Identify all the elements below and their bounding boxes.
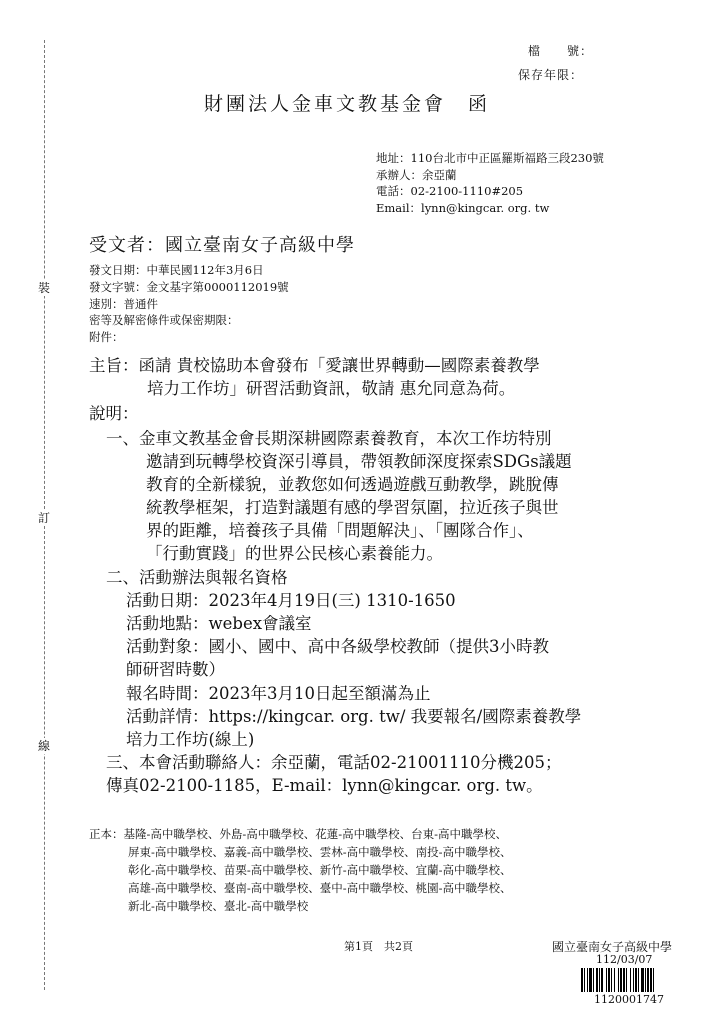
document-title: 財團法人金車文教基金會 函 [204, 93, 491, 115]
fax-email-line: 傳真02-2100-1185，E-mail：lynn@kingcar. org. tw。 [106, 776, 543, 795]
cc-line: 屏東-高中職學校、嘉義-高中職學校、雲林-高中職學校、南投-高中職學校、 [128, 845, 512, 859]
contact-handler: 承辦人：余亞蘭 [376, 167, 457, 182]
activity-details-cont: 培力工作坊(線上) [126, 730, 255, 749]
section2-heading: 二、活動辦法與報名資格 [106, 568, 288, 587]
receive-date: 112/03/07 [596, 953, 653, 966]
document-number: 1120001747 [594, 993, 664, 1006]
activity-date: 活動日期：2023年4月19日(三) 1310-1650 [126, 591, 456, 610]
retention-period-label: 保存年限： [518, 68, 584, 82]
meta-block [89, 262, 289, 346]
binding-mark-zhuang: 裝 [34, 280, 54, 296]
contact-person-line: 三、本會活動聯絡人：余亞蘭，電話02-21001110分機205； [106, 753, 562, 772]
subject-line-2: 培力工作坊」研習活動資訊，敬請 惠允同意為荷。 [147, 379, 516, 398]
barcode [581, 968, 693, 992]
page-number: 第1頁 共2頁 [344, 940, 413, 953]
security-level: 密等及解密條件或保密期限： [89, 313, 239, 328]
issue-number: 發文字號：金文基字第0000112019號 [89, 279, 289, 294]
cc-line: 正本：基隆-高中職學校、外島-高中職學校、花蓮-高中職學校、台東-高中職學校、 [89, 827, 508, 841]
contact-block [376, 150, 604, 216]
activity-audience: 活動對象：國小、國中、高中各級學校教師（提供3小時教 [126, 637, 549, 656]
activity-location: 活動地點：webex會議室 [126, 614, 312, 633]
section1-line: 教育的全新樣貌，並教您如何透過遊戲互動教學，跳脫傳 [146, 475, 559, 494]
section1-line: 「行動實踐」的世界公民核心素養能力。 [146, 544, 443, 563]
activity-audience-cont: 師研習時數） [126, 660, 225, 679]
activity-details: 活動詳情：https://kingcar. org. tw/ 我要報名/國際素養教學 [126, 707, 582, 726]
contact-email: Email：lynn@kingcar. org. tw [376, 200, 550, 215]
urgency: 速別：普通件 [89, 296, 158, 311]
section1-line: 邀請到玩轉學校資深引導員，帶領教師深度探索SDGs議題 [146, 452, 572, 471]
binding-mark-xian: 線 [34, 738, 54, 754]
section1-line: 界的距離，培養孩子具備「問題解決」、「團隊合作」、 [146, 521, 534, 540]
cc-line: 彰化-高中職學校、苗栗-高中職學校、新竹-高中職學校、宜蘭-高中職學校、 [128, 863, 512, 877]
registration-time: 報名時間：2023年3月10日起至額滿為止 [126, 684, 431, 703]
explanation-label: 說明： [89, 404, 139, 423]
issue-date: 發文日期：中華民國112年3月6日 [89, 263, 264, 277]
recipient: 受文者：國立臺南女子高級中學 [89, 235, 355, 256]
cc-line: 高雄-高中職學校、臺南-高中職學校、臺中-高中職學校、桃園-高中職學校、 [128, 881, 512, 895]
binding-mark-ding: 訂 [34, 510, 54, 526]
contact-phone: 電話：02-2100-1110#205 [376, 184, 524, 198]
section1-line: 統教學框架，打造對議題有感的學習氛圍，拉近孩子與世 [146, 498, 559, 517]
contact-address: 地址：110台北市中正區羅斯福路三段230號 [376, 151, 604, 165]
cc-line: 新北-高中職學校、臺北-高中職學校 [128, 899, 309, 913]
subject-line-1: 主旨：函請 貴校協助本會發布「愛讓世界轉動—國際素養教學 [89, 356, 540, 375]
file-number-label: 檔 號： [528, 44, 594, 58]
receiving-school: 國立臺南女子高級中學 [552, 940, 673, 954]
section1-line: 一、金車文教基金會長期深耕國際素養教育，本次工作坊特別 [106, 429, 552, 448]
attachments: 附件： [89, 330, 124, 345]
